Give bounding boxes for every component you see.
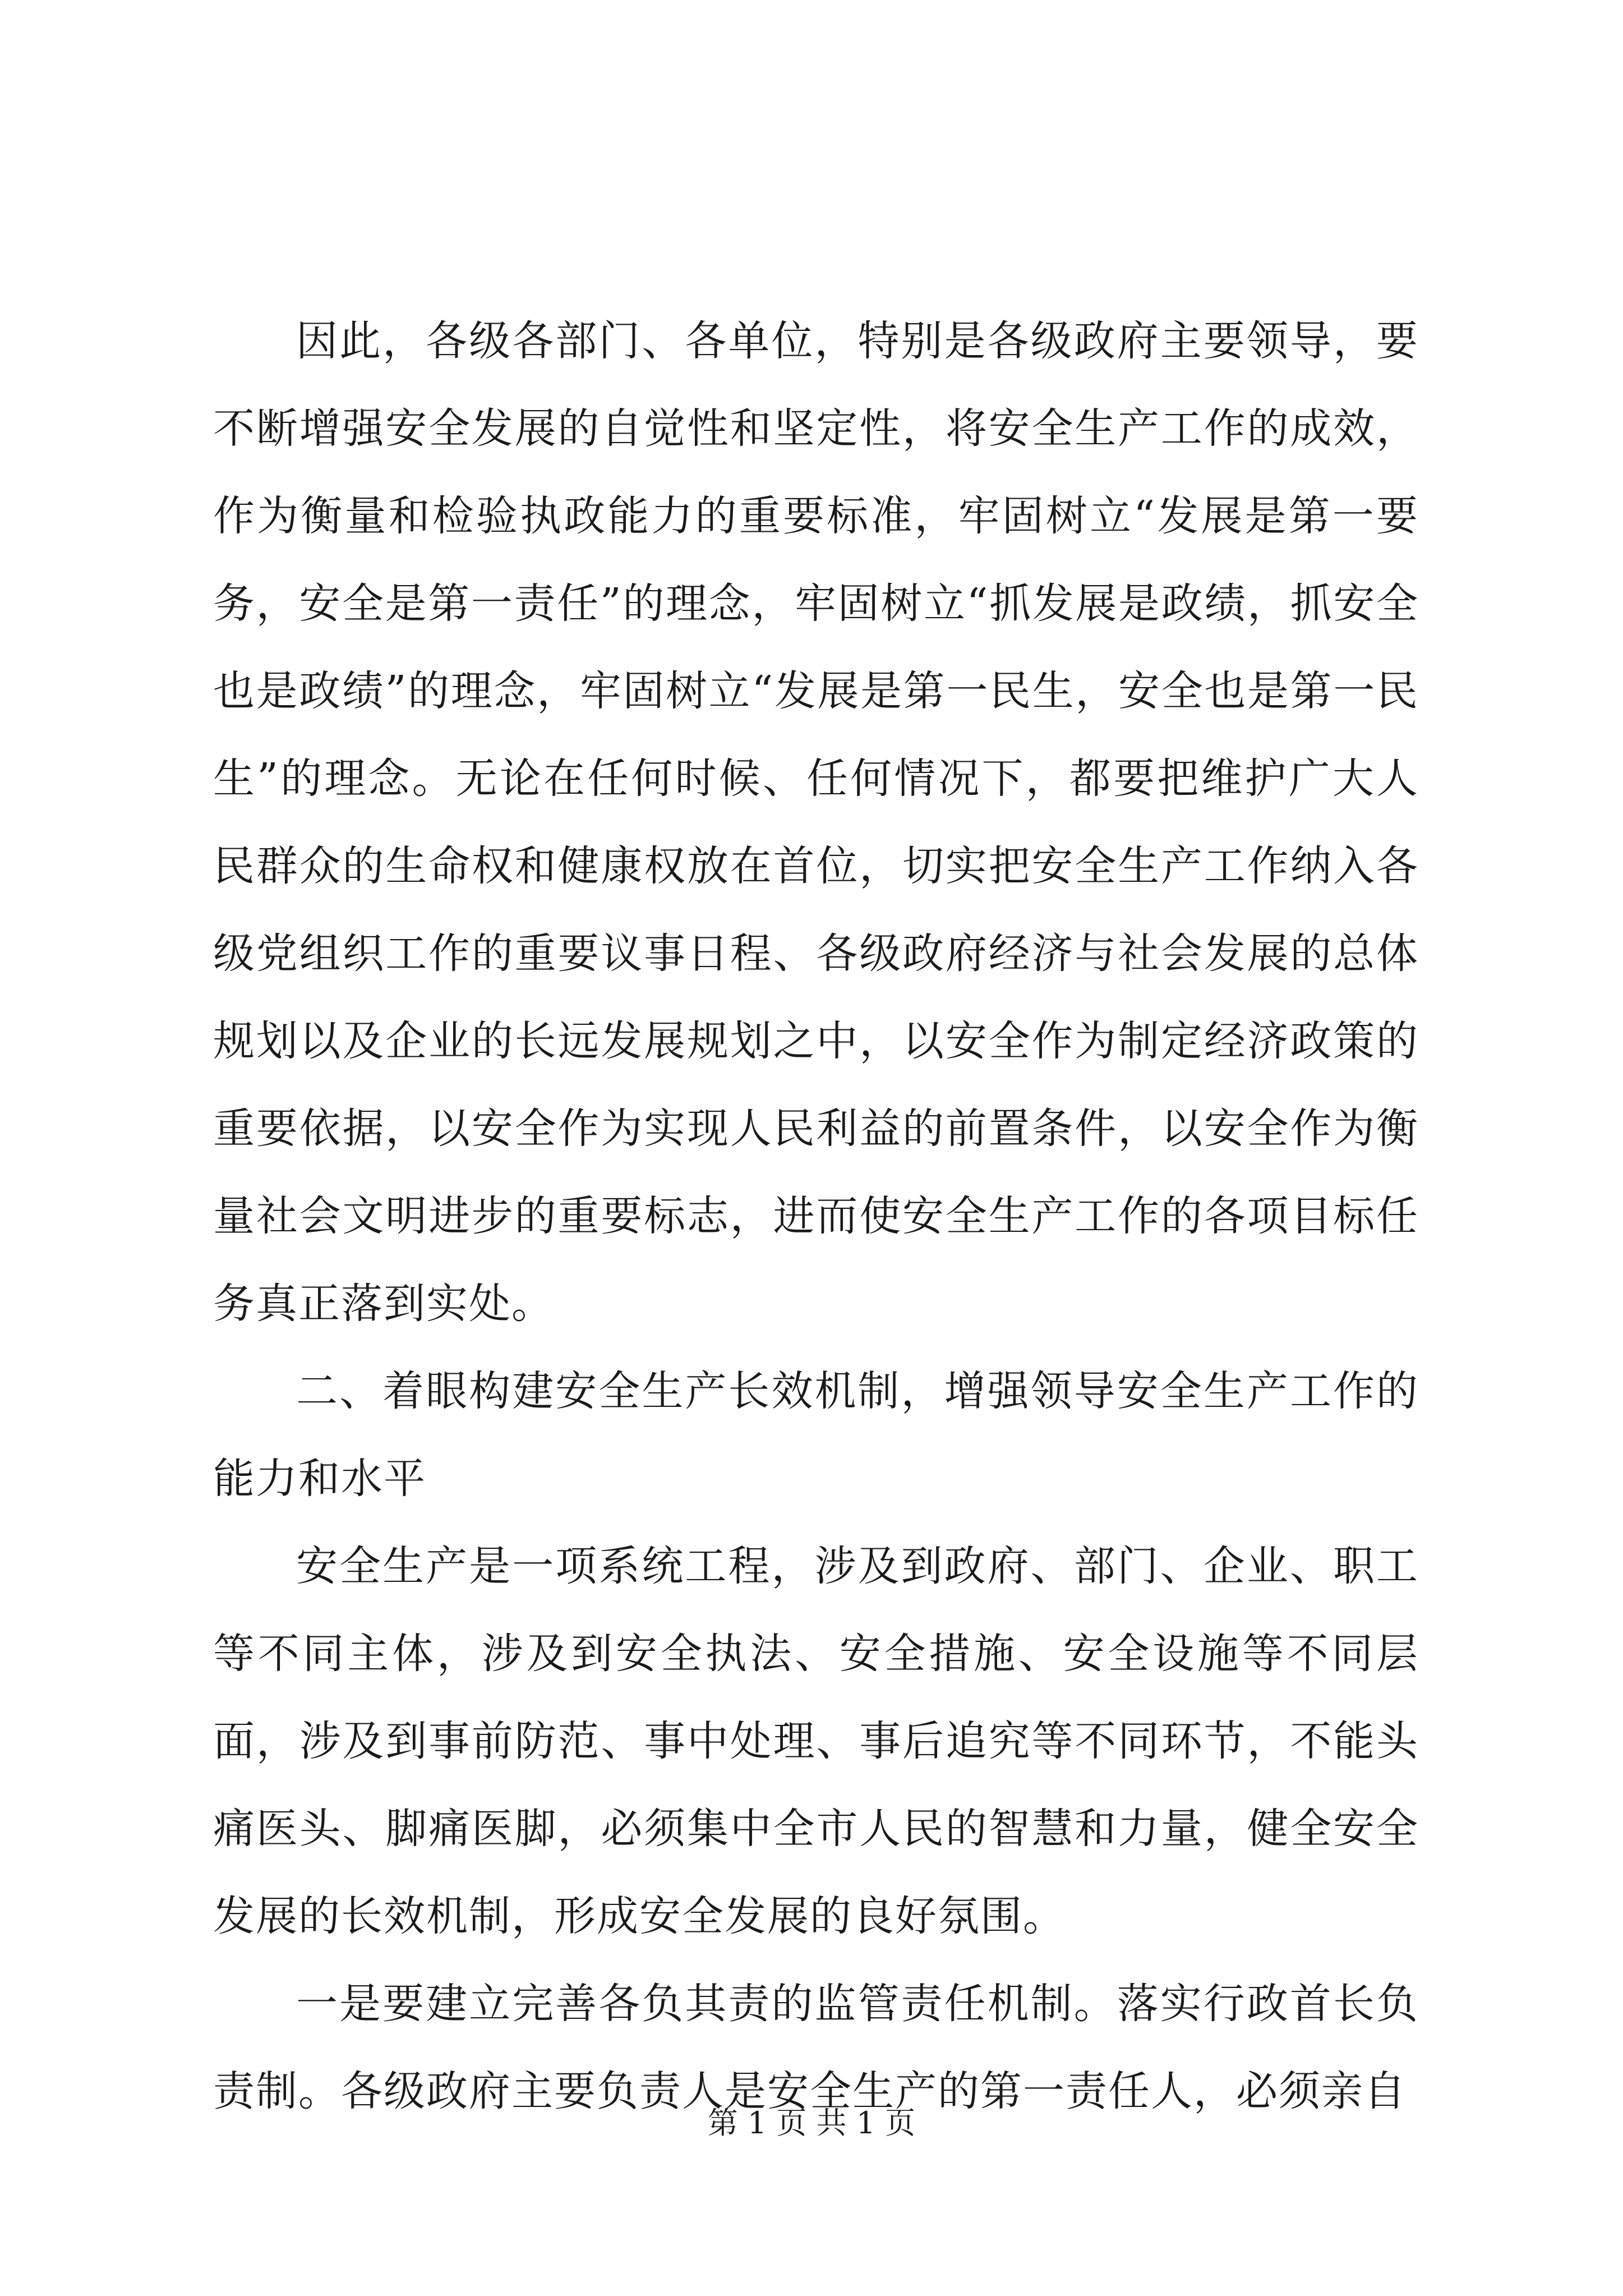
- paragraph-1: 因此，各级各部门、各单位，特别是各级政府主要领导，要不断增强安全发展的自觉性和坚定性，将安全生产工作的成效，作为衡量和检验执政能力的重要标准，牢固树立“发展是第一要务，安全是第一责任”的理念，牢固树立“抓发展是政绩，抓安全也是政绩”的理念，牢固树立“发展是第一民生，安全也是第一民生”的理念。无论在任何时候、任何情况下，都要把维护广大人民群众的生命权和健康权放在首位，切实把安全生产工作纳入各级党组织工作的重要议事日程、各级政府经济与社会发展的总体规划以及企业的长远发展规划之中，以安全作为制定经济政策的重要依据，以安全作为实现人民利益的前置条件，以安全作为衡量社会文明进步的重要标志，进而使安全生产工作的各项目标任务真正落到实处。: [213, 317, 1419, 1328]
- paragraph-2: 安全生产是一项系统工程，涉及到政府、部门、企业、职工等不同主体，涉及到安全执法、安全措施、安全设施等不同层面，涉及到事前防范、事中处理、事后追究等不同环节，不能头痛医头、脚痛医脚，必须集中全市人民的智慧和力量，健全安全发展的长效机制，形成安全发展的良好氛围。: [213, 1542, 1419, 1940]
- page-footer: 第 1 页 共 1 页: [707, 2105, 916, 2141]
- document-body: [213, 297, 1419, 2135]
- paragraph-3: 一是要建立完善各负其责的监管责任机制。落实行政首长负责制。各级政府主要负责人是安全生产的第一责任人，必须亲自: [213, 1980, 1419, 2115]
- section-heading: 二、着眼构建安全生产长效机制，增强领导安全生产工作的能力和水平: [213, 1367, 1419, 1503]
